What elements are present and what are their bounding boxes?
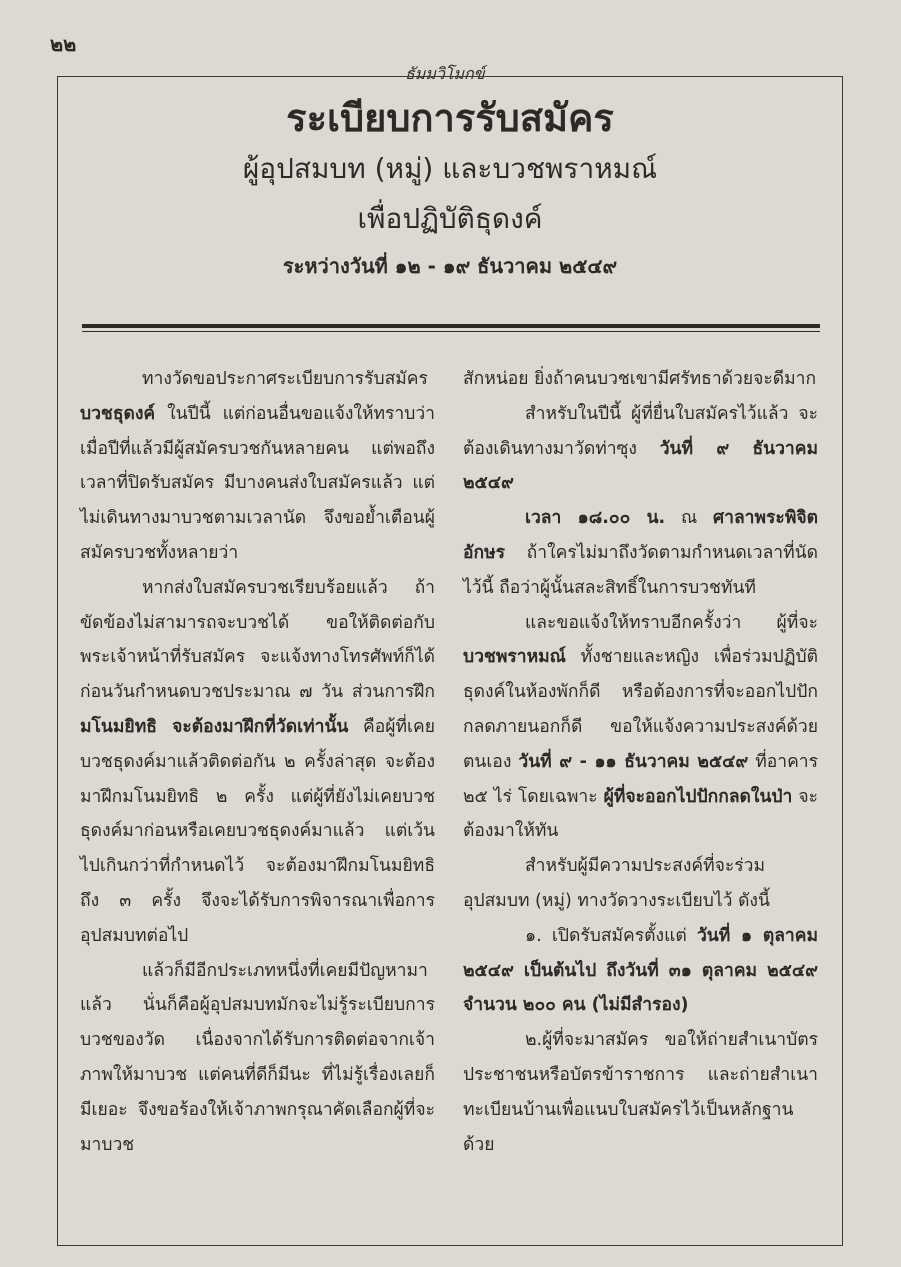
right-column [463,362,818,1162]
text-run: ๑. เปิดรับสมัครตั้งแต่ [525,925,697,946]
paragraph [463,919,818,1023]
text-run: ทางวัดขอประกาศระเบียบการรับสมัคร [142,369,428,389]
paragraph [80,571,435,954]
bold-text-run: วันที่ ๑ ตุลาคม ๒๕๔๙ เป็นต้นไป ถึงวันที่ ๓๑ ตุลาคม ๒๕๔๙ จำนวน ๒๐๐ คน (ไม่มีสำรอง) [463,925,819,1016]
text-run: และขอแจ้งให้ทราบอีกครั้งว่า ผู้ที่จะ [525,612,818,633]
header-rule-thick [82,324,820,328]
text-run: ถ้าใครไม่มาถึงวัดตามกำหนดเวลาที่นัดไว้นี้ ถือว่าผู้นั้นสละสิทธิ์ในการบวชทันที [463,542,818,598]
date-range: ระหว่างวันที่ ๑๒ - ๑๙ ธันวาคม ๒๕๔๙ [282,254,618,278]
document-subtitle-1: ผู้อุปสมบท (หมู่) และบวชพราหมณ์ [242,152,658,185]
bold-text-run: เวลา ๑๘.๐๐ น. [525,508,666,529]
paragraph [463,501,818,605]
header-rule-thin [82,331,820,332]
text-run: สำหรับผู้มีความประสงค์ที่จะร่วมอุปสมบท (หมู่) ทางวัดวางระเบียบไว้ ดังนี้ [463,856,770,911]
paragraph [80,362,435,571]
left-column [80,362,435,1162]
page-number: ๒๒ [50,32,77,56]
running-head: ธัมมวิโมกข์ [405,64,485,83]
paragraph [463,397,818,501]
text-run: ในปีนี้ แต่ก่อนอื่นขอแจ้งให้ทราบว่า เมื่อปีที่แล้วมีผู้สมัครบวชกันหลายคน แต่พอถึงเวลาที่ปิดรับสมัคร มีบางคนส่งใบสมัครแล้ว แต่ไม่เดินทางมาบวชตามเวลานัด จึงขอย้ำเตือนผู้สมัครบวชทั้งหลายว่า [80,403,435,563]
paragraph [80,954,435,1163]
text-run: ที่อาคาร ๒๕ ไร่ โดยเฉพาะ [463,751,818,807]
document-subtitle-2: เพื่อปฏิบัติธุดงค์ [357,202,543,235]
text-run: สำหรับในปีนี้ ผู้ที่ยื่นใบสมัครไว้แล้ว จะต้องเดินทางมาวัดท่าซุง [463,403,818,459]
bold-text-run: ผู้ที่จะออกไปปักกลดในป่า [603,786,793,807]
paragraph [463,606,818,850]
paragraph [463,362,818,397]
text-run: ณ [665,508,714,529]
document-title: ระเบียบการรับสมัคร [286,96,614,140]
paragraph [463,1023,818,1162]
document-header [57,92,843,288]
paragraph [463,849,818,919]
text-run: แล้วก็มีอีกประเภทหนึ่งที่เคยมีปัญหามาแล้ว นั่นก็คือผู้อุปสมบทมักจะไม่รู้ระเบียบการบวชของวัด เนื่องจากได้รับการติดต่อจากเจ้าภาพให้มาบวช แต่คนที่ดีก็มีนะ ที่ไม่รู้เรื่องเลยก็มีเยอะ จึงขอร้องให้เจ้าภาพกรุณาคัดเลือกผู้ที่จะมาบวช [80,960,435,1155]
text-run: คือผู้ที่เคยบวชธุดงค์มาแล้วติดต่อกัน ๒ ครั้งล่าสุด จะต้องมาฝึกมโนมยิทธิ ๒ ครั้ง แต่ผู้ที่ยังไม่เคยบวชธุดงค์มาก่อนหรือเคยบวชธุดงค์มาแล้ว แต่เว้นไปเกินกว่าที่กำหนดไว้ จะต้องมาฝึกมโนมยิทธิถึง ๓ ครั้ง จึงจะได้รับการพิจารณาเพื่อการอุปสมบทต่อไป [80,716,436,946]
bold-text-run: บวชธุดงค์ [80,403,156,424]
bold-text-run: ศาลาพระพิจิตอักษร [463,508,818,563]
bold-text-run: มโนมยิทธิ จะต้องมาฝึกที่วัดเท่านั้น [80,716,349,737]
bold-text-run: วันที่ ๙ ธันวาคม ๒๕๔๙ [463,438,818,494]
bold-text-run: วันที่ ๙ - ๑๑ ธันวาคม ๒๕๔๙ [518,751,749,772]
bold-text-run: บวชพราหมณ์ [463,647,566,668]
text-run: ทั้งชายและหญิง เพื่อร่วมปฏิบัติธุดงค์ในห้องพักก็ดี หรือต้องการที่จะออกไปปักกลดภายนอกก็ดี ขอให้แจ้งความประสงค์ด้วยตนเอง [463,647,818,772]
text-run: จะต้องมาให้ทัน [463,786,818,842]
text-run: สักหน่อย ยิ่งถ้าคนบวชเขามีศรัทธาด้วยจะดีมาก [463,369,817,389]
text-run: หากส่งใบสมัครบวชเรียบร้อยแล้ว ถ้าขัดข้องไม่สามารถจะบวชได้ ขอให้ติดต่อกับพระเจ้าหน้าที่รับสมัคร จะแจ้งทางโทรศัพท์ก็ได้ ก่อนวันกำหนดบวชประมาณ ๗ วัน ส่วนการฝึก [80,577,435,703]
text-run: ๒.ผู้ที่จะมาสมัคร ขอให้ถ่ายสำเนาบัตรประชาชนหรือบัตรข้าราชการ และถ่ายสำเนาทะเบียนบ้านเพื่อแนบใบสมัครไว้เป็นหลักฐานด้วย [463,1030,818,1155]
